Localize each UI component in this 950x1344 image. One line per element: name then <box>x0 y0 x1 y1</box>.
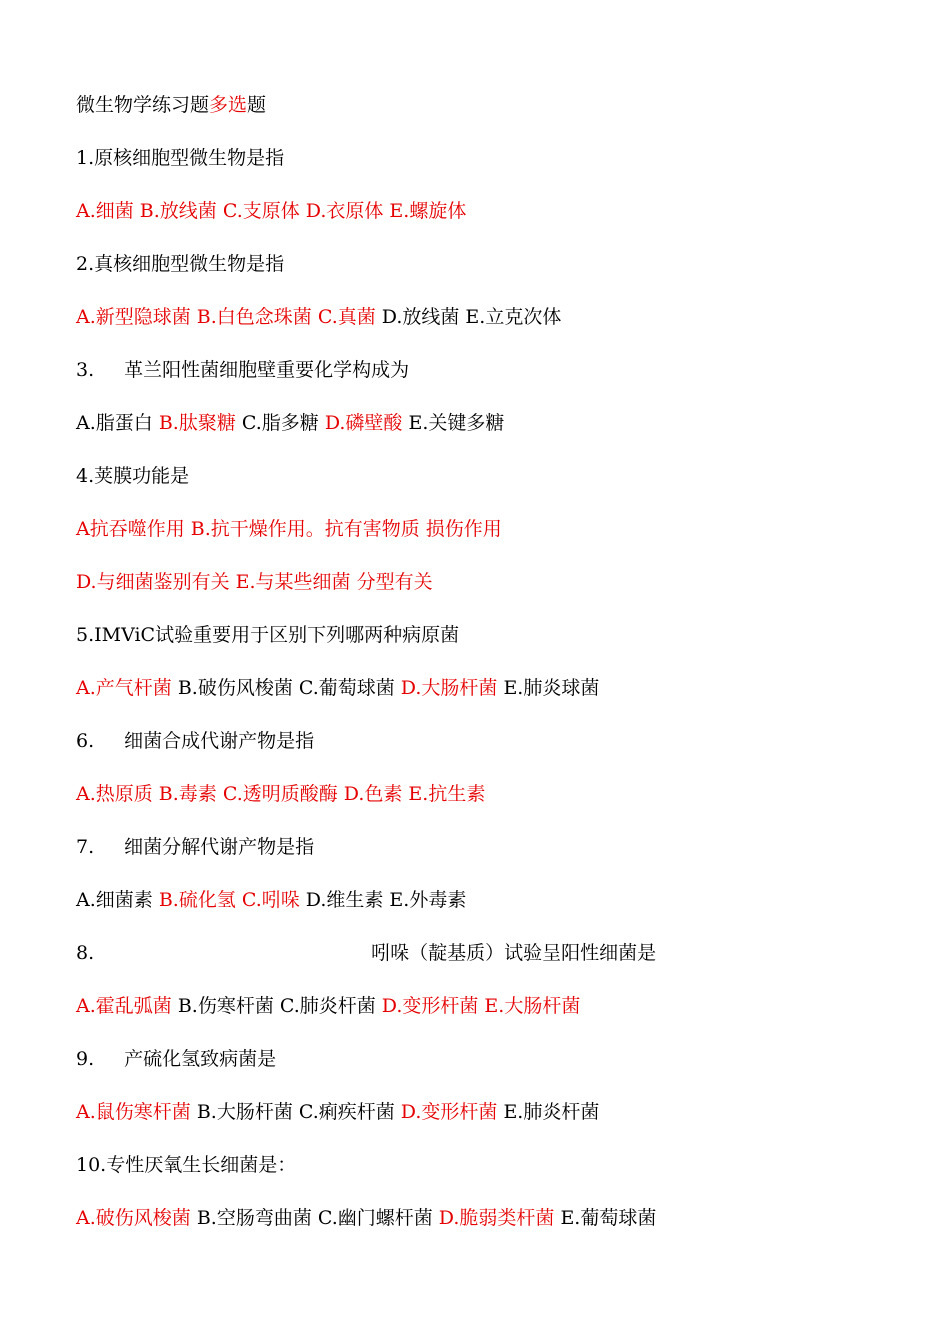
options-3 <box>76 410 896 463</box>
options-8 <box>76 993 896 1046</box>
option-group: E.肺炎球菌 <box>503 677 600 699</box>
option-group: E.肺炎杆菌 <box>503 1101 600 1123</box>
question-number: 3. <box>76 359 95 381</box>
question-1: 1.原核细胞型微生物是指 <box>76 147 285 169</box>
options-1 <box>76 198 896 251</box>
question-number: 6. <box>76 730 95 752</box>
options-7 <box>76 887 896 940</box>
question-number: 7. <box>76 836 95 858</box>
question-text: 吲哚（靛基质）试验呈阳性细菌是 <box>371 942 657 964</box>
question-text: 革兰阳性菌细胞壁重要化学构成为 <box>124 359 410 381</box>
option-group: B.破伤风梭菌 C.葡萄球菌 <box>177 677 401 699</box>
question-6 <box>76 728 896 781</box>
option-group: A.霍乱弧菌 <box>76 995 178 1017</box>
option-group: A.鼠伤寒杆菌 <box>76 1101 197 1123</box>
options-4a <box>76 516 896 569</box>
title-prefix: 微生物学练习题 <box>76 94 210 116</box>
document-title <box>76 92 896 145</box>
question-4: 4.荚膜功能是 <box>76 465 190 487</box>
option-group: A.热原质 B.毒素 C.透明质酸酶 D.色素 E.抗生素 <box>76 783 486 805</box>
question-10: 10.专性厌氧生长细菌是： <box>76 1154 297 1176</box>
question-number: 8. <box>76 942 95 964</box>
question-text: 细菌合成代谢产物是指 <box>124 730 315 752</box>
question-2: 2.真核细胞型微生物是指 <box>76 253 285 275</box>
options-2 <box>76 304 896 357</box>
option-group: B.大肠杆菌 C.痢疾杆菌 <box>196 1101 401 1123</box>
option-group: D.变形杆菌 <box>400 1101 504 1123</box>
title-suffix: 题 <box>247 94 267 116</box>
option-group: A.脂蛋白 <box>76 412 159 434</box>
option-group: D.放线菌 E.立克次体 <box>381 306 562 328</box>
option-group: B.空肠弯曲菌 C.幽门螺杆菌 <box>196 1207 439 1229</box>
option-group: A.细菌 B.放线菌 C.支原体 D.衣原体 E.螺旋体 <box>76 200 467 222</box>
options-9 <box>76 1099 896 1152</box>
option-group: B.肽聚糖 <box>158 412 242 434</box>
options-10 <box>76 1205 896 1258</box>
option-group: D.脆弱类杆菌 <box>438 1207 561 1229</box>
question-9 <box>76 1046 896 1099</box>
options-4b <box>76 569 896 622</box>
option-group: A.产气杆菌 <box>76 677 178 699</box>
question-text: 细菌分解代谢产物是指 <box>124 836 315 858</box>
title-highlight: 多选 <box>209 94 248 116</box>
option-group: D.磷壁酸 <box>324 412 409 434</box>
option-group: A.细菌素 <box>76 889 159 911</box>
option-group: E.关键多糖 <box>408 412 505 434</box>
option-group: A.新型隐球菌 B.白色念珠菌 C.真菌 <box>76 306 382 328</box>
option-group: C.脂多糖 <box>241 412 325 434</box>
options-5 <box>76 675 896 728</box>
option-group: D.变形杆菌 E.大肠杆菌 <box>381 995 581 1017</box>
option-group: B.硫化氢 C.吲哚 <box>158 889 306 911</box>
option-group: A.破伤风梭菌 <box>76 1207 197 1229</box>
question-3 <box>76 357 896 410</box>
option-group: D.与细菌鉴别有关 E.与某些细菌 分型有关 <box>76 571 433 593</box>
document-page <box>76 92 896 1258</box>
question-text: 产硫化氢致病菌是 <box>124 1048 277 1070</box>
option-group: E.葡萄球菌 <box>560 1207 657 1229</box>
options-6 <box>76 781 896 834</box>
option-group: B.伤寒杆菌 C.肺炎杆菌 <box>177 995 382 1017</box>
question-8 <box>76 940 896 993</box>
option-group: D.大肠杆菌 <box>400 677 504 699</box>
option-group: A抗吞噬作用 B.抗干燥作用。抗有害物质 损伤作用 <box>76 518 502 540</box>
question-7 <box>76 834 896 887</box>
question-number: 9. <box>76 1048 95 1070</box>
option-group: D.维生素 E.外毒素 <box>305 889 467 911</box>
question-5: 5.IMViC试验重要用于区别下列哪两种病原菌 <box>76 624 460 646</box>
